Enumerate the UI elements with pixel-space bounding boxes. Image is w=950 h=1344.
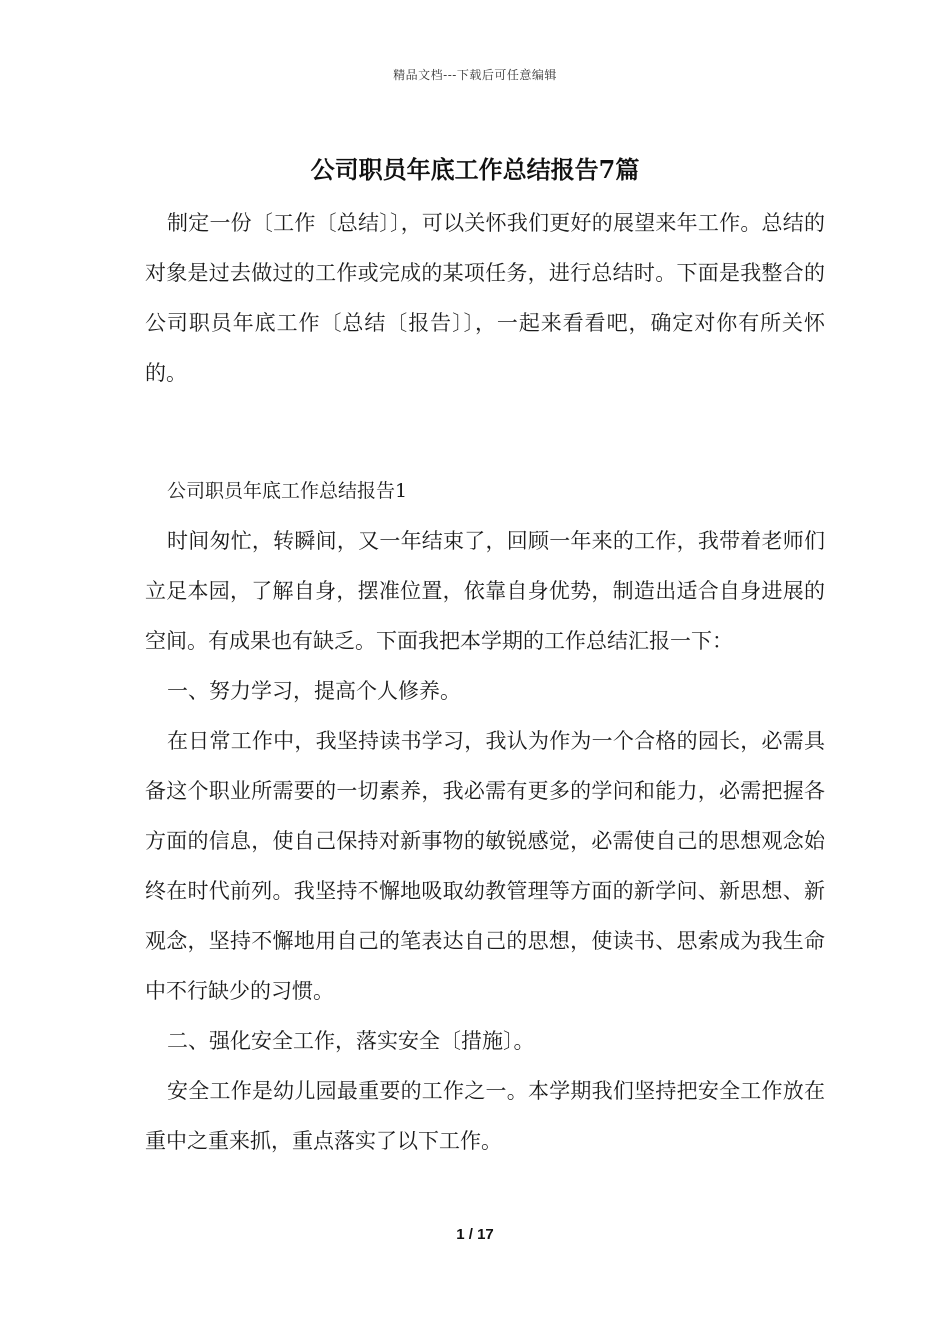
- subheading-paragraph: 二、强化安全工作，落实安全〔措施〕。: [167, 1029, 535, 1053]
- header-note: 精品文档---下载后可任意编辑: [393, 68, 557, 82]
- page-number: 1 / 17: [456, 1226, 494, 1243]
- subheading-paragraph: 一、努力学习，提高个人修养。: [167, 679, 461, 703]
- document-title: 公司职员年底工作总结报告7篇: [310, 155, 640, 184]
- body-paragraph: 时间匆忙，转瞬间，又一年结束了，回顾一年来的工作，我带着老师们立足本园，了解自身，摆准位置，依靠自身优势，制造出适合自身进展的空间。有成果也有缺乏。下面我把本学期的工作总结汇报一下：: [145, 529, 825, 653]
- body-paragraph: 在日常工作中，我坚持读书学习，我认为作为一个合格的园长，必需具备这个职业所需要的一切素养，我必需有更多的学问和能力，必需把握各方面的信息，使自己保持对新事物的敏锐感觉，必需使自己的思想观念始终在时代前列。我坚持不懈地吸取幼教管理等方面的新学问、新思想、新观念，坚持不懈地用自己的笔表达自己的思想，使读书、思索成为我生命中不行缺少的习惯。: [145, 729, 825, 1003]
- document-body: [145, 198, 825, 1166]
- body-paragraph: 安全工作是幼儿园最重要的工作之一。本学期我们坚持把安全工作放在重中之重来抓，重点落实了以下工作。: [145, 1079, 825, 1153]
- section-heading: 公司职员年底工作总结报告1: [167, 480, 408, 502]
- intro-paragraph: 制定一份〔工作〔总结〕〕，可以关怀我们更好的展望来年工作。总结的对象是过去做过的工作或完成的某项任务，进行总结时。下面是我整合的公司职员年底工作〔总结〔报告〕〕，一起来看看吧，确定对你有所关怀的。: [145, 211, 825, 385]
